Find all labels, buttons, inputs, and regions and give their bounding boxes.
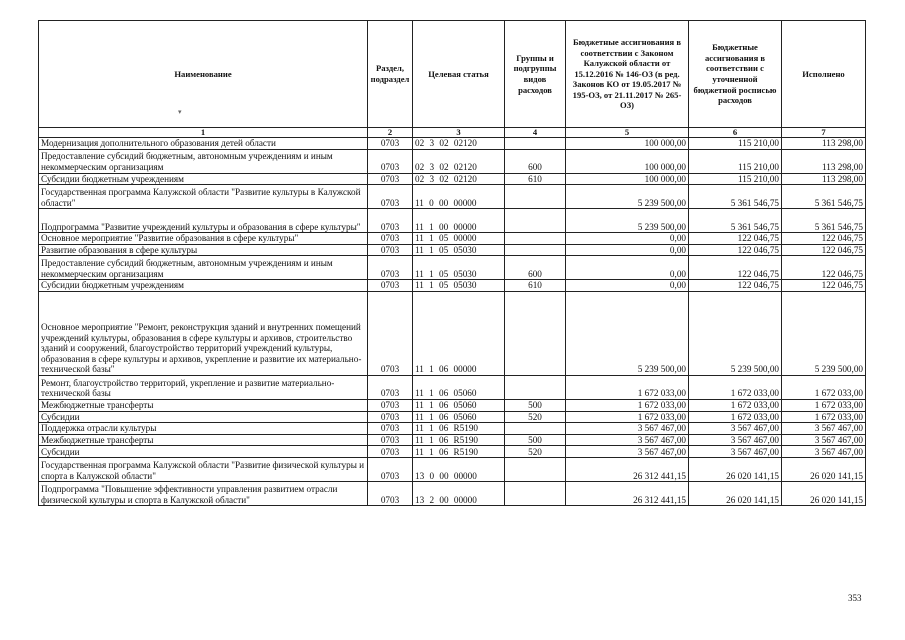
row-executed-amount: 122 046,75 <box>782 233 866 245</box>
row-section: 0703 <box>368 411 413 423</box>
row-refined-amount: 115 210,00 <box>689 138 782 150</box>
table-row <box>39 434 866 446</box>
row-section: 0703 <box>368 482 413 506</box>
scan-mark: ▾ <box>178 108 182 116</box>
row-refined-amount: 122 046,75 <box>689 256 782 280</box>
row-executed-amount: 5 239 500,00 <box>782 291 866 375</box>
row-name: Субсидии <box>39 411 368 423</box>
row-target: 02 3 02 02120 <box>413 138 505 150</box>
row-name: Государственная программа Калужской области "Развитие физической культуры и спорта в Калужской области" <box>39 458 368 482</box>
row-executed-amount: 113 298,00 <box>782 138 866 150</box>
row-executed-amount: 122 046,75 <box>782 244 866 256</box>
row-name: Поддержка отрасли культуры <box>39 423 368 435</box>
row-executed-amount: 3 567 467,00 <box>782 446 866 458</box>
row-target: 11 1 06 R5190 <box>413 434 505 446</box>
row-target: 11 1 00 00000 <box>413 209 505 233</box>
row-group: 500 <box>505 399 566 411</box>
header-row <box>39 21 866 128</box>
row-refined-amount: 5 239 500,00 <box>689 291 782 375</box>
row-target: 11 1 06 05060 <box>413 399 505 411</box>
row-target: 13 0 00 00000 <box>413 458 505 482</box>
row-group: 610 <box>505 280 566 292</box>
row-section: 0703 <box>368 399 413 411</box>
table-row <box>39 149 866 173</box>
row-section: 0703 <box>368 434 413 446</box>
row-executed-amount: 122 046,75 <box>782 280 866 292</box>
row-target: 11 0 00 00000 <box>413 185 505 209</box>
row-name: Ремонт, благоустройство территорий, укрепление и развитие материально-технической базы <box>39 375 368 399</box>
row-name: Модернизация дополнительного образования детей области <box>39 138 368 150</box>
header-law: Бюджетные ассигнования в соответствии с Законом Калужской области от 15.12.2016 № 146-ОЗ (в ред. Законов КО от 19.05.2017 № 195-ОЗ, от 21.11.2017 № 265-ОЗ) <box>566 21 689 128</box>
row-target: 11 1 06 R5190 <box>413 446 505 458</box>
header-executed: Исполнено <box>782 21 866 128</box>
row-name: Подпрограмма "Развитие учреждений культуры и образования в сфере культуры" <box>39 209 368 233</box>
row-name: Межбюджетные трансферты <box>39 399 368 411</box>
row-name: Субсидии бюджетным учреждениям <box>39 280 368 292</box>
row-group <box>505 209 566 233</box>
column-number: 5 <box>566 128 689 138</box>
table-row <box>39 411 866 423</box>
row-name: Предоставление субсидий бюджетным, автономным учреждениям и иным некоммерческим организациям <box>39 256 368 280</box>
row-section: 0703 <box>368 280 413 292</box>
row-group <box>505 291 566 375</box>
row-law-amount: 0,00 <box>566 244 689 256</box>
row-refined-amount: 122 046,75 <box>689 244 782 256</box>
row-group <box>505 138 566 150</box>
row-section: 0703 <box>368 138 413 150</box>
table-row <box>39 244 866 256</box>
row-refined-amount: 5 361 546,75 <box>689 209 782 233</box>
table-row <box>39 138 866 150</box>
row-name: Развитие образования в сфере культуры <box>39 244 368 256</box>
row-law-amount: 1 672 033,00 <box>566 399 689 411</box>
table-row <box>39 375 866 399</box>
header-groups: Группы и подгруппы видов расходов <box>505 21 566 128</box>
table-row <box>39 173 866 185</box>
table-row <box>39 291 866 375</box>
row-law-amount: 5 239 500,00 <box>566 185 689 209</box>
table-row <box>39 446 866 458</box>
row-executed-amount: 3 567 467,00 <box>782 423 866 435</box>
row-refined-amount: 3 567 467,00 <box>689 423 782 435</box>
row-group: 520 <box>505 411 566 423</box>
row-executed-amount: 1 672 033,00 <box>782 375 866 399</box>
page-number: 353 <box>848 593 862 603</box>
row-target: 11 1 06 00000 <box>413 291 505 375</box>
row-group: 500 <box>505 434 566 446</box>
row-executed-amount: 3 567 467,00 <box>782 434 866 446</box>
row-target: 11 1 05 00000 <box>413 233 505 245</box>
table-row <box>39 256 866 280</box>
row-law-amount: 1 672 033,00 <box>566 375 689 399</box>
row-name: Субсидии <box>39 446 368 458</box>
row-law-amount: 26 312 441,15 <box>566 482 689 506</box>
row-section: 0703 <box>368 233 413 245</box>
header-refined: Бюджетные ассигнования в соответствии с уточненной бюджетной росписью расходов <box>689 21 782 128</box>
row-executed-amount: 26 020 141,15 <box>782 458 866 482</box>
column-number: 7 <box>782 128 866 138</box>
column-number: 3 <box>413 128 505 138</box>
row-law-amount: 1 672 033,00 <box>566 411 689 423</box>
row-law-amount: 0,00 <box>566 233 689 245</box>
row-law-amount: 5 239 500,00 <box>566 291 689 375</box>
row-section: 0703 <box>368 291 413 375</box>
table-row <box>39 458 866 482</box>
row-law-amount: 100 000,00 <box>566 149 689 173</box>
row-group <box>505 423 566 435</box>
row-refined-amount: 26 020 141,15 <box>689 458 782 482</box>
row-group <box>505 458 566 482</box>
row-law-amount: 0,00 <box>566 256 689 280</box>
row-group: 520 <box>505 446 566 458</box>
row-refined-amount: 5 361 546,75 <box>689 185 782 209</box>
row-refined-amount: 115 210,00 <box>689 173 782 185</box>
row-executed-amount: 1 672 033,00 <box>782 399 866 411</box>
row-executed-amount: 113 298,00 <box>782 149 866 173</box>
row-group <box>505 375 566 399</box>
table-row <box>39 233 866 245</box>
row-law-amount: 100 000,00 <box>566 173 689 185</box>
row-target: 11 1 05 05030 <box>413 244 505 256</box>
row-law-amount: 3 567 467,00 <box>566 446 689 458</box>
column-number: 4 <box>505 128 566 138</box>
header-target: Целевая статья <box>413 21 505 128</box>
row-section: 0703 <box>368 149 413 173</box>
row-refined-amount: 122 046,75 <box>689 280 782 292</box>
table-row <box>39 185 866 209</box>
header-name: Наименование <box>39 21 368 128</box>
row-section: 0703 <box>368 446 413 458</box>
row-group <box>505 482 566 506</box>
row-refined-amount: 1 672 033,00 <box>689 375 782 399</box>
row-refined-amount: 122 046,75 <box>689 233 782 245</box>
table-row <box>39 423 866 435</box>
row-law-amount: 5 239 500,00 <box>566 209 689 233</box>
column-number: 2 <box>368 128 413 138</box>
budget-table <box>38 20 866 506</box>
row-group <box>505 244 566 256</box>
table-row <box>39 399 866 411</box>
row-name: Межбюджетные трансферты <box>39 434 368 446</box>
row-section: 0703 <box>368 256 413 280</box>
row-executed-amount: 5 361 546,75 <box>782 185 866 209</box>
row-name: Субсидии бюджетным учреждениям <box>39 173 368 185</box>
row-target: 11 1 05 05030 <box>413 280 505 292</box>
row-refined-amount: 3 567 467,00 <box>689 446 782 458</box>
row-name: Предоставление субсидий бюджетным, автономным учреждениям и иным некоммерческим организациям <box>39 149 368 173</box>
row-target: 02 3 02 02120 <box>413 149 505 173</box>
row-name: Основное мероприятие "Ремонт, реконструкция зданий и внутренних помещений учреждений культуры, образования в сфере культуры и архивов, строительство зданий и сооружений, благоустройство территорий учреждений культуры, образования в сфере культуры и архивов, укрепление и развитие их материально-технической базы" <box>39 291 368 375</box>
row-section: 0703 <box>368 185 413 209</box>
row-group: 600 <box>505 149 566 173</box>
row-target: 11 1 05 05030 <box>413 256 505 280</box>
row-executed-amount: 113 298,00 <box>782 173 866 185</box>
row-section: 0703 <box>368 375 413 399</box>
row-law-amount: 100 000,00 <box>566 138 689 150</box>
row-law-amount: 3 567 467,00 <box>566 423 689 435</box>
table-row <box>39 280 866 292</box>
row-executed-amount: 26 020 141,15 <box>782 482 866 506</box>
row-target: 11 1 06 05060 <box>413 411 505 423</box>
column-number-row <box>39 128 866 138</box>
row-refined-amount: 3 567 467,00 <box>689 434 782 446</box>
row-group <box>505 233 566 245</box>
row-name: Основное мероприятие "Развитие образования в сфере культуры" <box>39 233 368 245</box>
table-row <box>39 482 866 506</box>
row-name: Государственная программа Калужской области "Развитие культуры в Калужской области" <box>39 185 368 209</box>
row-refined-amount: 115 210,00 <box>689 149 782 173</box>
column-number: 1 <box>39 128 368 138</box>
row-group: 610 <box>505 173 566 185</box>
row-law-amount: 3 567 467,00 <box>566 434 689 446</box>
row-refined-amount: 1 672 033,00 <box>689 411 782 423</box>
row-section: 0703 <box>368 209 413 233</box>
row-section: 0703 <box>368 458 413 482</box>
row-executed-amount: 5 361 546,75 <box>782 209 866 233</box>
row-target: 11 1 06 05060 <box>413 375 505 399</box>
row-group: 600 <box>505 256 566 280</box>
row-group <box>505 185 566 209</box>
row-target: 02 3 02 02120 <box>413 173 505 185</box>
row-section: 0703 <box>368 173 413 185</box>
row-executed-amount: 1 672 033,00 <box>782 411 866 423</box>
row-section: 0703 <box>368 423 413 435</box>
row-law-amount: 0,00 <box>566 280 689 292</box>
row-refined-amount: 26 020 141,15 <box>689 482 782 506</box>
header-section: Раздел, подраздел <box>368 21 413 128</box>
row-target: 13 2 00 00000 <box>413 482 505 506</box>
row-name: Подпрограмма "Повышение эффективности управления развитием отрасли физической культуры и спорта в Калужской области" <box>39 482 368 506</box>
row-refined-amount: 1 672 033,00 <box>689 399 782 411</box>
row-law-amount: 26 312 441,15 <box>566 458 689 482</box>
row-executed-amount: 122 046,75 <box>782 256 866 280</box>
column-number: 6 <box>689 128 782 138</box>
row-target: 11 1 06 R5190 <box>413 423 505 435</box>
row-section: 0703 <box>368 244 413 256</box>
table-row <box>39 209 866 233</box>
